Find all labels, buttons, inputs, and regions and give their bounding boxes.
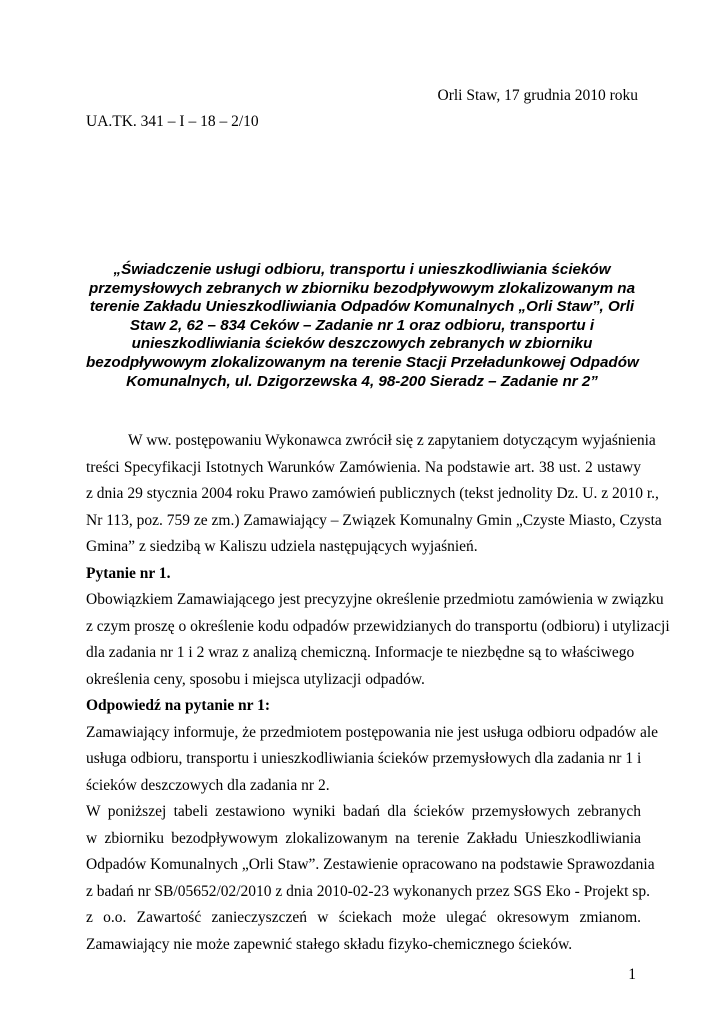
title-line: Staw 2, 62 – 834 Ceków – Zadanie nr 1 oraz odbioru, transportu i (129, 316, 595, 334)
body-line: Odpadów Komunalnych „Orli Staw”. Zestawienie opracowano na podstawie Sprawozdania (86, 856, 655, 873)
body-line: dla zadania nr 1 i 2 wraz z analizą chemiczną. Informacje te niezbędne są to właściwego (86, 644, 635, 661)
question-section (86, 561, 670, 694)
body-line: Zamawiający nie może zapewnić stałego składu fizyko-chemicznego ścieków. (86, 935, 573, 953)
body-line: w zbiorniku bezodpływowym zlokalizowanym na terenie Zakładu Unieszkodliwiania (86, 829, 641, 847)
place-date: Orli Staw, 17 grudnia 2010 roku (437, 87, 638, 104)
page-number: 1 (628, 966, 636, 983)
body-line: W poniższej tabeli zestawiono wyniki badań dla ścieków przemysłowych zebranych (86, 803, 641, 820)
body-line: ścieków deszczowych dla zadania nr 2. (86, 776, 330, 794)
body-line: Nr 113, poz. 759 ze zm.) Zamawiający – Związek Komunalny Gmin „Czyste Miasto, Czysta (86, 511, 662, 529)
body-line: z dnia 29 stycznia 2004 roku Prawo zamówień publicznych (tekst jednolity Dz. U. z 2010 r., (86, 485, 659, 502)
body-line: z badań nr SB/05652/02/2010 z dnia 2010-02-23 wykonanych przez SGS Eko - Projekt sp. (86, 882, 650, 900)
body-line: treści Specyfikacji Istotnych Warunków Zamówienia. Na podstawie art. 38 ust. 2 ustawy (86, 458, 641, 476)
answer-heading: Odpowiedź na pytanie nr 1: (86, 697, 271, 714)
body-line: W ww. postępowaniu Wykonawca zwrócił się z zapytaniem dotyczącym wyjaśnienia (128, 432, 656, 449)
title-line: terenie Zakładu Unieszkodliwiania Odpadów Komunalnych „Orli Staw”, Orli (89, 298, 635, 316)
body-line: określenia ceny, sposobu i miejsca utylizacji odpadów. (86, 670, 425, 688)
reference-number: UA.TK. 341 – I – 18 – 2/10 (86, 113, 259, 130)
title-line: unieszkodliwiania ścieków deszczowych zebranych w zbiorniku (131, 335, 593, 353)
body-line: Obowiązkiem Zamawiającego jest precyzyjne określenie przedmiotu zamówienia w związku (86, 591, 664, 608)
body-line: z czym proszę o określenie kodu odpadów przewidzianych do transportu (odbioru) i utylizacji (86, 617, 670, 635)
intro-paragraph (86, 428, 662, 561)
title-line: Komunalnych, ul. Dzigorzewska 4, 98-200 Sieradz – Zadanie nr 2” (126, 372, 598, 390)
body-line: usługa odbioru, transportu i unieszkodliwiania ścieków przemysłowych dla zadania nr 1 i (86, 750, 642, 767)
body-line: Gmina” z siedzibą w Kaliszu udziela następujących wyjaśnień. (86, 538, 478, 555)
title-line: przemysłowych zebranych w zbiorniku bezodpływowym zlokalizowanym na (88, 279, 636, 297)
answer-section (86, 693, 659, 958)
title-line: bezodpływowym zlokalizowanym na terenie Stacji Przeładunkowej Odpadów (86, 353, 639, 371)
body-line: z o.o. Zawartość zanieczyszczeń w ściekach może ulegać okresowym zmianom. (86, 909, 641, 926)
document-title (86, 261, 638, 391)
question-heading: Pytanie nr 1. (86, 564, 171, 582)
title-line: „Świadczenie usługi odbioru, transportu i unieszkodliwiania ścieków (113, 261, 611, 278)
body-line: Zamawiający informuje, że przedmiotem postępowania nie jest usługa odbioru odpadów ale (86, 723, 659, 741)
document-body (86, 428, 670, 958)
